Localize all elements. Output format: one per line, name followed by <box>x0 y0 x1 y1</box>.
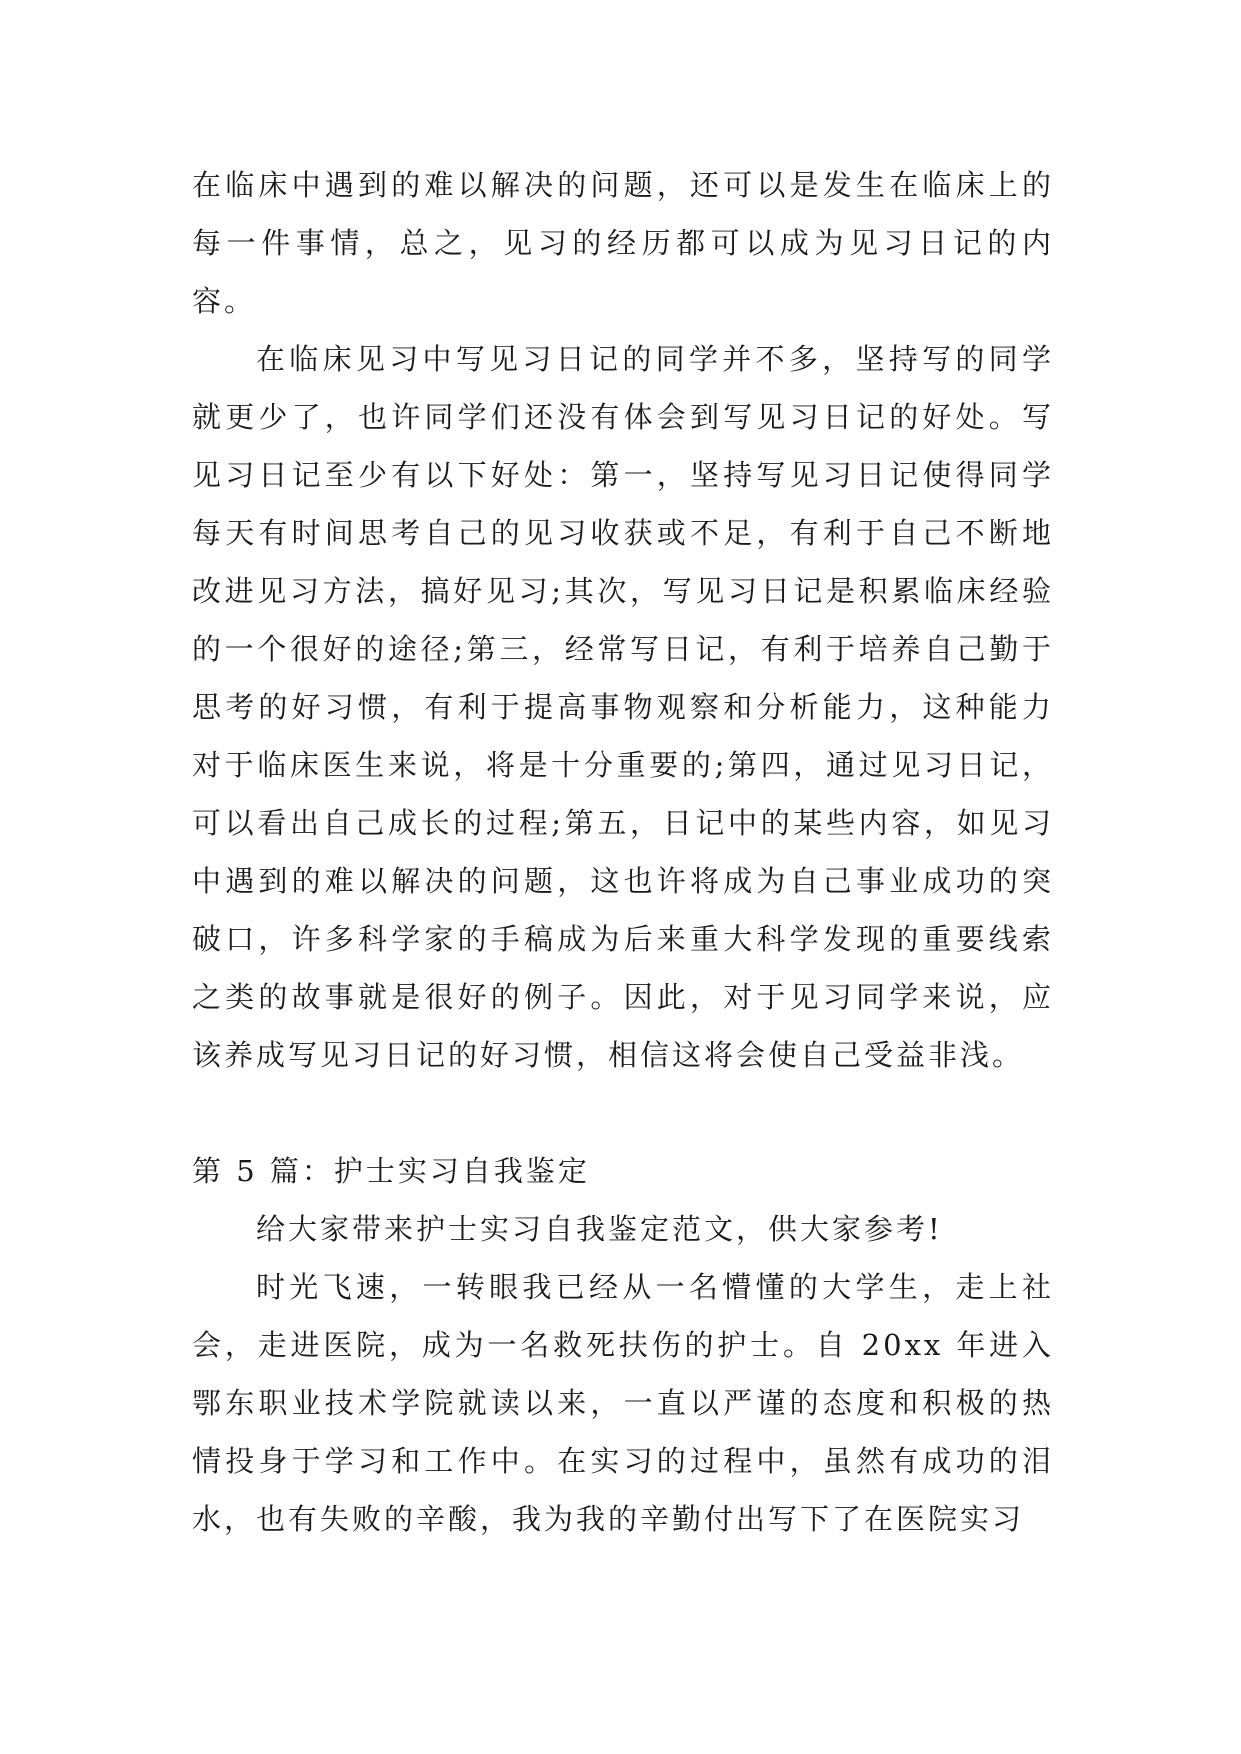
paragraph-diary-benefits: 在临床见习中写见习日记的同学并不多，坚持写的同学就更少了，也许同学们还没有体会到写见习日记的好处。写见习日记至少有以下好处：第一，坚持写见习日记使得同学每天有时间思考自己的见习收获或不足，有利于自己不断地改进见习方法，搞好见习;其次，写见习日记是积累临床经验的一个很好的途径;第三，经常写日记，有利于培养自己勤于思考的好习惯，有利于提高事物观察和分析能力，这种能力对于临床医生来说，将是十分重要的;第四，通过见习日记，可以看出自己成长的过程;第五，日记中的某些内容，如见习中遇到的难以解决的问题，这也许将成为自己事业成功的突破口，许多科学家的手稿成为后来重大科学发现的重要线索之类的故事就是很好的例子。因此，对于见习同学来说，应该养成写见习日记的好习惯，相信这将会使自己受益非浅。 <box>192 342 1054 1072</box>
section-heading: 第 5 篇：护士实习自我鉴定 <box>192 1154 590 1188</box>
paragraph-intro: 给大家带来护士实习自我鉴定范文，供大家参考! <box>256 1212 943 1246</box>
document-page <box>192 156 1054 1548</box>
paragraph-self-assessment: 时光飞速，一转眼我已经从一名懵懂的大学生，走上社会，走进医院，成为一名救死扶伤的护士。自 20xx 年进入鄂东职业技术学院就读以来，一直以严谨的态度和积极的热情投身于学习和工作中。在实习的过程中，虽然有成功的泪水，也有失败的辛酸，我为我的辛勤付出写下了在医院实习 <box>192 1270 1054 1536</box>
paragraph-continued: 在临床中遇到的难以解决的问题，还可以是发生在临床上的每一件事情，总之，见习的经历都可以成为见习日记的内容。 <box>192 168 1054 318</box>
